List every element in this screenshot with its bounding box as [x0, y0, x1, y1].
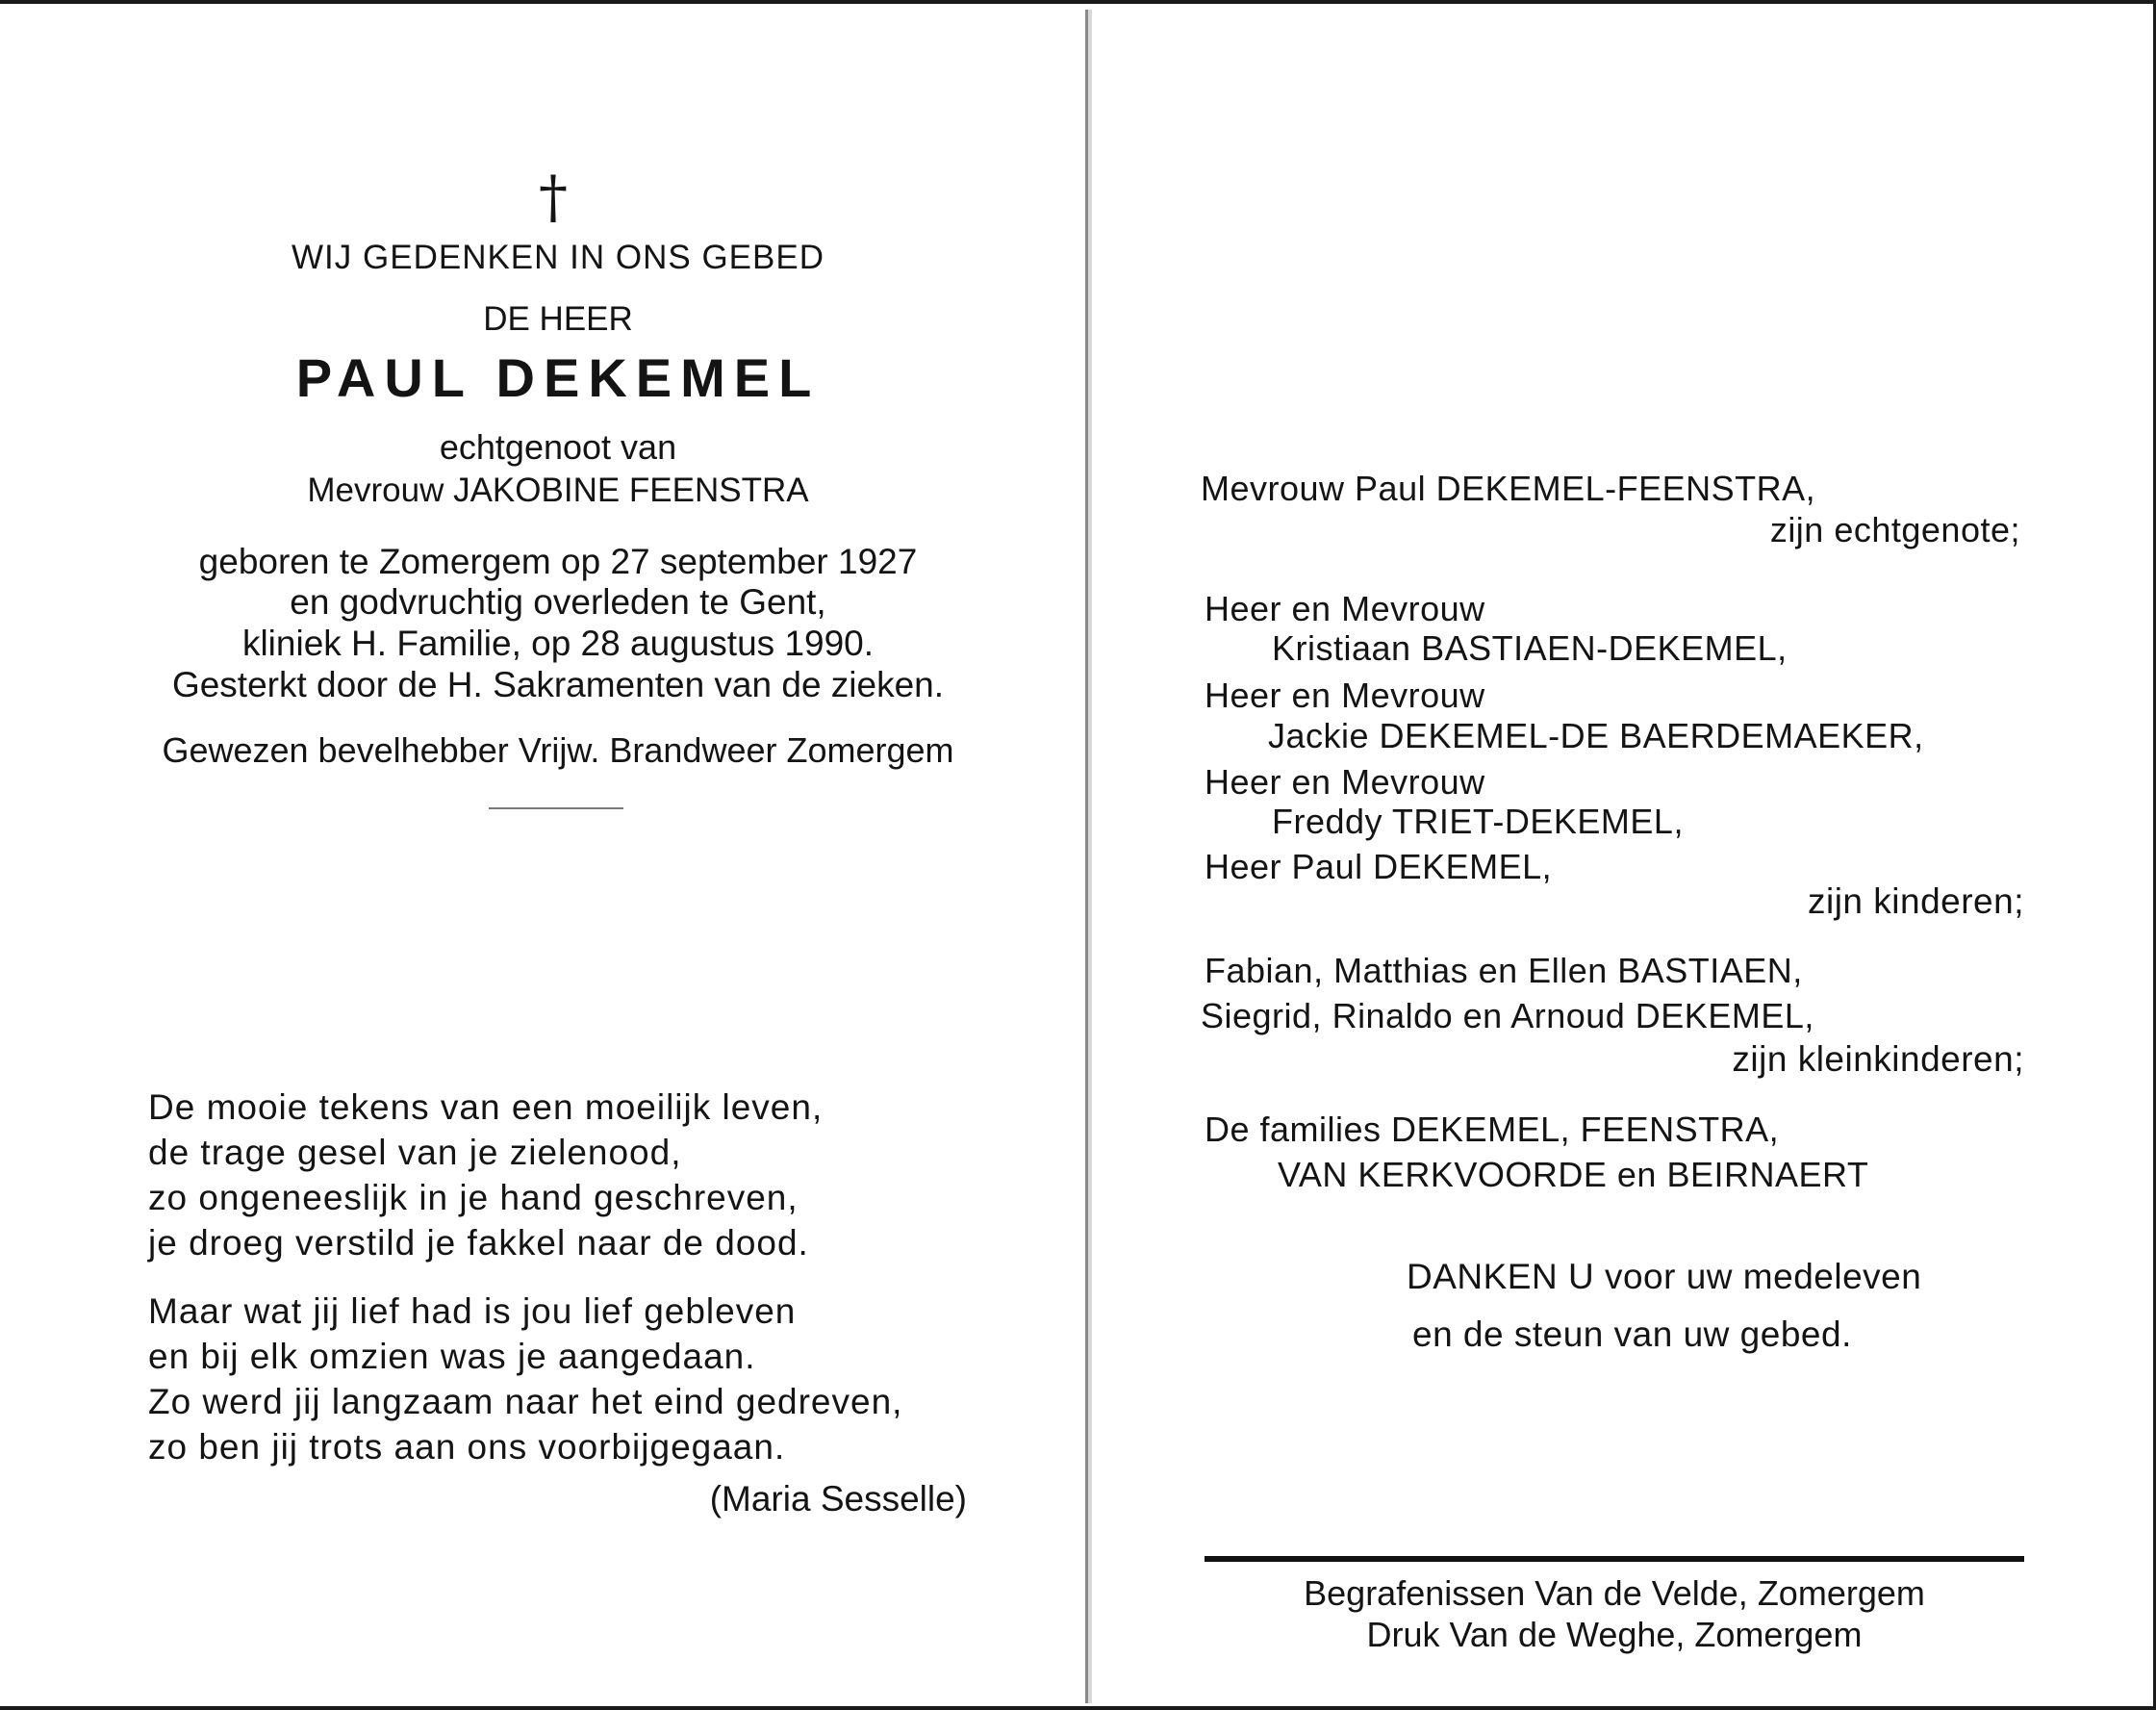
poem-line: en bij elk omzien was je aangedaan. — [148, 1337, 756, 1376]
family-honorific: Heer en Mevrouw — [1205, 589, 1485, 628]
printer-line: Druk Van de Weghe, Zomergem — [1366, 1615, 1863, 1654]
cross-icon: † — [539, 164, 568, 231]
spouse-intro: echtgenoot van — [439, 427, 677, 467]
sacraments-line: Gesterkt door de H. Sakramenten van de zieken. — [171, 665, 945, 704]
relation-label: zijn echtgenote; — [1769, 510, 2020, 549]
grandchildren-names: Fabian, Matthias en Ellen BASTIAEN, — [1205, 951, 1803, 990]
spouse-name: Mevrouw JAKOBINE FEENSTRA — [307, 472, 809, 509]
separator-line — [489, 807, 623, 809]
remember-line: WIJ GEDENKEN IN ONS GEBED — [292, 239, 824, 276]
poem-line: Maar wat jij lief had is jou lief gebleven — [148, 1291, 797, 1331]
widow-name: Mevrouw Paul DEKEMEL-FEENSTRA, — [1201, 469, 1816, 508]
birth-line: geboren te Zomergem op 27 september 1927 — [198, 542, 918, 581]
thanks-line: DANKEN U voor uw medeleven — [1407, 1257, 1922, 1296]
card-border-bottom — [0, 1706, 2156, 1710]
relation-label: zijn kleinkinderen; — [1732, 1039, 2024, 1079]
honorific-title: DE HEER — [483, 300, 633, 338]
child-name: Kristiaan BASTIAEN-DEKEMEL, — [1272, 628, 1788, 668]
child-name: Jackie DEKEMEL-DE BAERDEMAEKER, — [1268, 716, 1924, 755]
poem-line: de trage gesel van je zielenood, — [148, 1133, 682, 1172]
footer-rule — [1205, 1556, 2024, 1562]
card-border-top — [0, 0, 2156, 4]
grandchildren-names: Siegrid, Rinaldo en Arnoud DEKEMEL, — [1201, 996, 1814, 1035]
death-line: en godvruchtig overleden te Gent, — [290, 582, 826, 622]
child-name: Freddy TRIET-DEKEMEL, — [1272, 802, 1684, 841]
family-honorific: Heer en Mevrouw — [1205, 762, 1485, 802]
poem-line: je droeg verstild je fakkel naar de dood. — [148, 1223, 809, 1263]
clinic-line: kliniek H. Familie, op 28 augustus 1990. — [241, 624, 875, 663]
occupation-line: Gewezen bevelhebber Vrijw. Brandweer Zomergem — [162, 730, 954, 770]
poem-author: (Maria Sesselle) — [709, 1479, 967, 1519]
family-honorific: Heer en Mevrouw — [1205, 676, 1485, 715]
poem-line: zo ongeneeslijk in je hand geschreven, — [148, 1178, 799, 1217]
funeral-home-line: Begrafenissen Van de Velde, Zomergem — [1304, 1573, 1925, 1613]
families-line: VAN KERKVOORDE en BEIRNAERT — [1278, 1155, 1869, 1194]
families-line: De families DEKEMEL, FEENSTRA, — [1205, 1110, 1780, 1149]
poem-line: De mooie tekens van een moeilijk leven, — [148, 1087, 824, 1127]
poem-line: zo ben jij trots aan ons voorbijgegaan. — [148, 1427, 786, 1467]
fold-shadow — [1088, 10, 1092, 1703]
thanks-line: en de steun van uw gebed. — [1412, 1314, 1852, 1354]
poem-line: Zo werd jij langzaam naar het eind gedreven, — [148, 1382, 903, 1421]
child-name: Heer Paul DEKEMEL, — [1205, 847, 1553, 886]
deceased-name: PAUL DEKEMEL — [295, 347, 821, 408]
relation-label: zijn kinderen; — [1807, 881, 2024, 921]
